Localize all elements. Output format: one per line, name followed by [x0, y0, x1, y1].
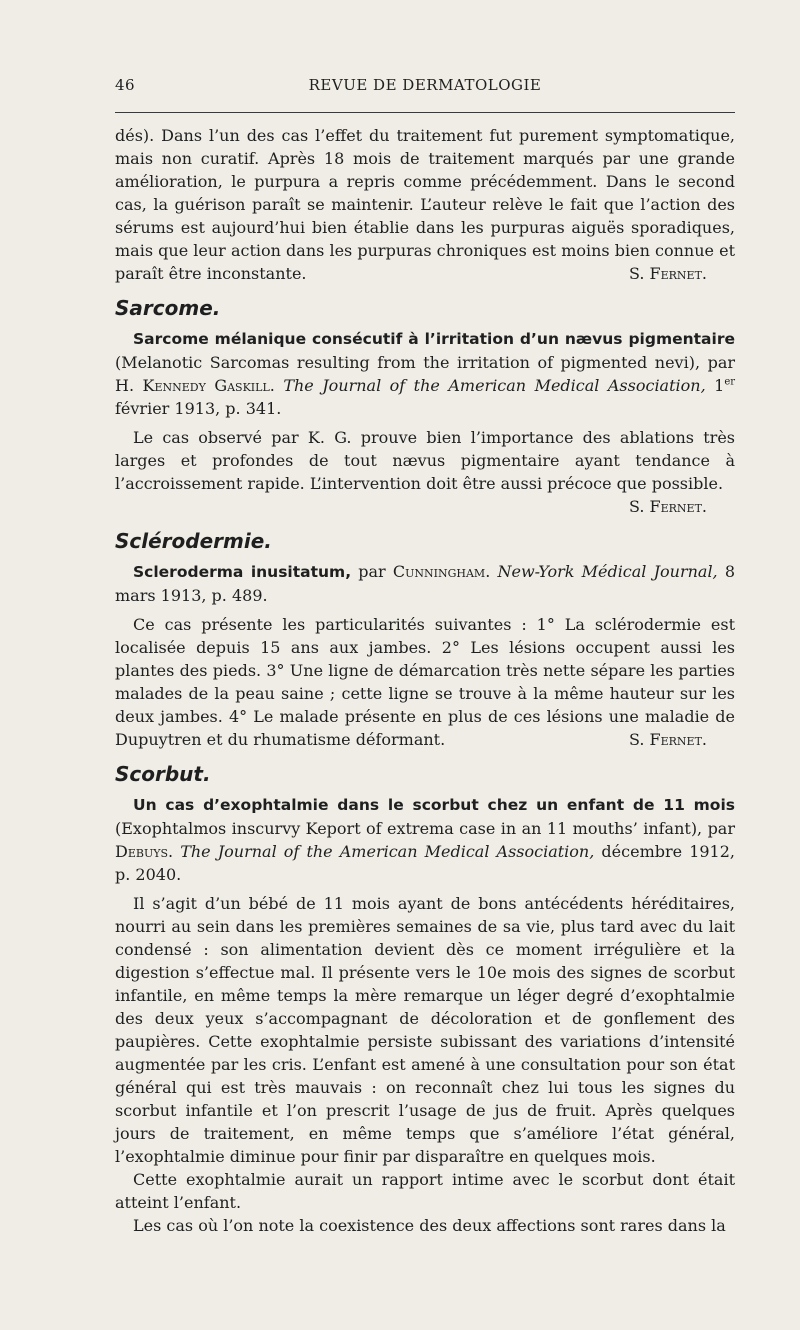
article-body-scorbut-3: Les cas où l’on note la coexistence des deux affections sont rares dans la [133, 1216, 726, 1235]
citation-text: (Exophtalmos inscurvy Keport of extrema case in an 11 mouths’ infant), par [115, 819, 735, 838]
header-rule [115, 112, 735, 113]
article-title: Scleroderma inusitatum, [133, 563, 352, 581]
journal-name: New-York Médical Journal, [497, 562, 718, 581]
article-body-scorbut: Il s’agit d’un bébé de 11 mois ayant de bons antécédents héréditaires, nourri au sein dans les premières semaines de sa vie, plus tard avec du lait condensé : son alimentation devient dès ce moment irrégulière et la digestion s’effectue mal. Il présente vers le 10e mois des signes de scorbut infantile, en même temps la mère remarque un léger degré d’exophtalmie des deux yeux s’accompagnant de décoloration et de gonflement des paupières. Cette exophtalmie persiste subissant des variations d’intensité augmentée par les cris. L’enfant est amené à une consultation pour son état général qui est très mauvais : on reconnaît chez lui tous les signes du scorbut infantile et l’on prescrit l’usage de jus de fruit. Après quelques jours de traitement, en même temps que s’améliore l’état général, l’exophtalmie diminue pour finir par disparaître en quelques mois. [115, 894, 735, 1166]
article-title: Sarcome mélanique consécutif à l’irritation d’un nævus pigmentaire [133, 330, 735, 348]
citation-sup: er [724, 376, 736, 388]
section-heading-scorbut: Scorbut. [115, 762, 211, 786]
citation-date: 8 mars 1913, p. 489. [115, 562, 736, 605]
page-header [115, 76, 735, 98]
intro-signature: S. Fernet. [628, 264, 707, 283]
section-heading-sclerodermie: Sclérodermie. [115, 529, 272, 553]
intro-text: dés). Dans l’un des cas l’effet du traitement fut purement symptomatique, mais non curatif. Après 18 mois de traitement marqués par une grande amélioration, le purpura a repris comme précédemment. Dans le second cas, la guérison paraît se maintenir. L’auteur relève le fait que l’action des sérums est aujourd’hui bien établie dans les purpuras aiguës sporadiques, mais que leur action dans les purpuras chroniques est moins bien connue et paraît être inconstante. [115, 126, 735, 283]
section-heading-sarcome: Sarcome. [115, 296, 221, 320]
article-citation-sclerodermie: Scleroderma inusitatum, par Cunningham. New-York Médical Journal, 8 mars 1913, p. 489. [115, 562, 736, 605]
article-body-scorbut-2: Cette exophtalmie aurait un rapport intime avec le scorbut dont était atteint l’enfant. [115, 1170, 735, 1212]
signature-sclerodermie: S. Fernet. [628, 730, 707, 749]
signature-sarcome [115, 495, 735, 518]
body-text: Ce cas présente les particularités suivantes : 1° La sclérodermie est localisée depuis 15 ans aux jambes. 2° Les lésions occupent aussi les plantes des pieds. 3° Une ligne de démarcation très nette sépare les parties malades de la peau saine ; cette ligne se trouve à la même hauteur sur les deux jambes. 4° Le malade présente en plus de ces lésions une maladie de Dupuytren et du rhumatisme déformant. [115, 615, 735, 749]
article-author: Debuys [115, 842, 169, 861]
journal-name: The Journal of the American Medical Association, [283, 376, 706, 395]
article-citation-scorbut: Un cas d’exophtalmie dans le scorbut chez un enfant de 11 mois (Exophtalmos inscurvy Keport of extrema case in an 11 mouths’ infant), par Debuys. The Journal of the American Medical Association, décembre 1912, p. 2040. [115, 796, 735, 884]
article-title: Un cas d’exophtalmie dans le scorbut chez un enfant de 11 mois [133, 796, 735, 814]
intro-paragraph [115, 124, 735, 285]
article-author: Cunningham [392, 562, 486, 581]
citation-text: par [351, 562, 393, 581]
citation-date-rest: février 1913, p. 341. [115, 399, 282, 418]
article-body-sclerodermie [115, 613, 735, 751]
citation-date: décembre 1912, p. 2040. [115, 842, 735, 884]
article-author: Kennedy Gaskill [142, 376, 270, 395]
journal-name: The Journal of the American Medical Association, [180, 842, 595, 861]
page-number: 46 [115, 76, 136, 94]
article-citation-sarcome: Sarcome mélanique consécutif à l’irritation d’un nævus pigmentaire (Melanotic Sarcomas resulting from the irritation of pigmented nevi), par H. Kennedy Gaskill. The Journal of the American Medical Association, 1er février 1913, p. 341. [115, 330, 736, 418]
article-body-sarcome: Le cas observé par K. G. prouve bien l’importance des ablations très larges et profondes de tout nævus pigmentaire ayant tendance à l’accroissement rapide. L’intervention doit être aussi précoce que possible. [115, 428, 735, 493]
citation-date: 1 [705, 376, 725, 395]
signature-text: S. Fernet. [628, 497, 707, 516]
page-content [115, 124, 735, 1237]
running-title: REVUE DE DERMATOLOGIE [308, 76, 542, 94]
citation-text: (Melanotic Sarcomas resulting from the irritation of pigmented nevi), par H. [115, 353, 735, 395]
